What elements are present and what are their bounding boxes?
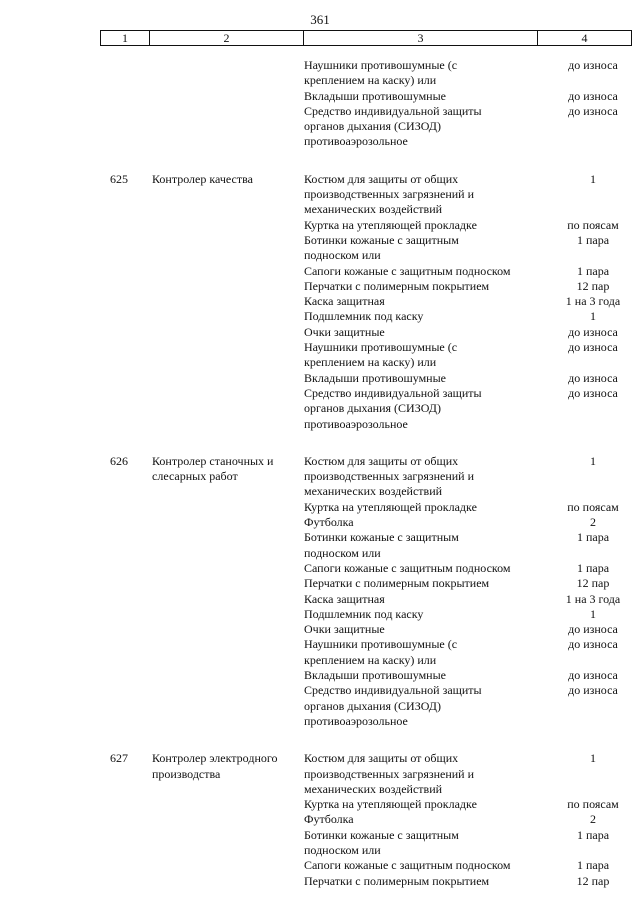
ppe-item-line: Наушники противошумные (с [304, 58, 458, 72]
header-col-4: 4 [581, 31, 588, 45]
ppe-quantity-spacer [548, 469, 638, 484]
ppe-quantity: 1 [590, 751, 596, 766]
ppe-item-line: креплением на каску) или [304, 355, 437, 370]
ppe-quantity-spacer [548, 401, 638, 416]
profession-line: Контролер электродного [152, 751, 278, 766]
ppe-quantity: до износа [568, 88, 618, 103]
ppe-quantity: до износа [568, 385, 618, 400]
ppe-items [304, 172, 544, 432]
ppe-item-line: Очки защитные [304, 622, 385, 637]
ppe-item-line: органов дыхания (СИЗОД) [304, 698, 441, 713]
ppe-quantity: 1 пара [576, 263, 610, 278]
ppe-item-line: Ботинки кожаные с защитным [304, 232, 459, 247]
ppe-item-line: производственных загрязнений и [304, 766, 475, 781]
ppe-item-line: производственных загрязнений и [304, 469, 475, 484]
ppe-quantity-spacer [548, 119, 638, 134]
ppe-quantity: 12 пар [576, 576, 610, 591]
ppe-quantity: 1 [590, 171, 596, 186]
ppe-quantities [548, 172, 638, 432]
ppe-item-line: Ботинки кожаные с защитным [304, 827, 459, 842]
profession-name [152, 751, 300, 782]
ppe-items [304, 58, 544, 150]
ppe-item-line: механических воздействий [304, 781, 443, 796]
row-number: 626 [110, 453, 128, 468]
ppe-quantity: 1 пара [576, 827, 610, 842]
ppe-quantity: до износа [568, 683, 618, 698]
profession-name [152, 172, 300, 187]
ppe-quantity: 1 [590, 309, 596, 324]
ppe-item-line: органов дыхания (СИЗОД) [304, 401, 441, 416]
table-row [0, 172, 640, 454]
ppe-quantity-spacer [548, 248, 638, 263]
ppe-item-line: Костюм для защиты от общих [304, 453, 459, 468]
ppe-item-line: Футболка [304, 812, 354, 827]
ppe-quantity-spacer [548, 653, 638, 668]
profession-line: производства [152, 766, 221, 781]
ppe-quantity: до износа [568, 340, 618, 355]
ppe-item-line: Каска защитная [304, 591, 385, 606]
ppe-quantity-spacer [548, 202, 638, 217]
ppe-quantity: до износа [568, 324, 618, 339]
table-row [0, 751, 640, 889]
ppe-item-line: подноском или [304, 843, 381, 858]
ppe-item-line: креплением на каску) или [304, 73, 437, 88]
ppe-quantity-spacer [548, 546, 638, 561]
table-body [0, 58, 640, 889]
ppe-item-line: Сапоги кожаные с защитным подноском [304, 560, 511, 575]
ppe-quantity-spacer [548, 484, 638, 499]
ppe-item-line: Средство индивидуальной защиты [304, 385, 482, 400]
ppe-item-line: Перчатки с полимерным покрытием [304, 576, 490, 591]
ppe-quantity: до износа [568, 103, 618, 118]
ppe-quantity-spacer [548, 73, 638, 88]
ppe-item-line: Средство индивидуальной защиты [304, 683, 482, 698]
ppe-items [304, 751, 544, 889]
ppe-quantity-spacer [548, 699, 638, 714]
ppe-item-line: механических воздействий [304, 202, 443, 217]
ppe-quantity-spacer [548, 355, 638, 370]
ppe-quantity: 1 пара [576, 560, 610, 575]
ppe-item-line: противоаэрозольное [304, 134, 408, 149]
ppe-item-line: Каска защитная [304, 294, 385, 309]
ppe-quantity-spacer [548, 417, 638, 432]
ppe-quantity: до износа [568, 622, 618, 637]
ppe-item-line: Вкладыши противошумные [304, 88, 446, 103]
ppe-item-line: подноском или [304, 248, 381, 263]
ppe-quantity-spacer [548, 187, 638, 202]
header-col-2: 2 [150, 31, 304, 45]
row-number: 625 [110, 171, 128, 186]
ppe-item-line: Вкладыши противошумные [304, 370, 446, 385]
ppe-items [304, 454, 544, 729]
ppe-item-line: Футболка [304, 515, 354, 530]
table-row [0, 454, 640, 751]
ppe-quantity-spacer [548, 782, 638, 797]
table-row [0, 58, 640, 172]
ppe-item-line: Наушники противошумные (с [304, 637, 458, 652]
ppe-item-line: механических воздействий [304, 484, 443, 499]
ppe-item-line: Костюм для защиты от общих [304, 171, 459, 186]
ppe-item-line: Куртка на утепляющей прокладке [304, 797, 477, 812]
ppe-quantity-spacer [548, 714, 638, 729]
ppe-item-line: Куртка на утепляющей прокладке [304, 499, 477, 514]
ppe-item-line: противоаэрозольное [304, 416, 408, 431]
ppe-quantity: 12 пар [576, 873, 610, 888]
ppe-quantity: до износа [568, 58, 618, 72]
ppe-item-line: противоаэрозольное [304, 713, 408, 728]
ppe-item-line: Куртка на утепляющей прокладке [304, 217, 477, 232]
ppe-item-line: Наушники противошумные (с [304, 340, 458, 355]
ppe-quantity: по поясам [567, 797, 619, 812]
profession-name [152, 454, 300, 485]
ppe-quantity: 1 [590, 606, 596, 621]
ppe-quantity: 1 пара [576, 530, 610, 545]
ppe-item-line: производственных загрязнений и [304, 187, 475, 202]
ppe-item-line: Перчатки с полимерным покрытием [304, 278, 490, 293]
ppe-quantity: до износа [568, 370, 618, 385]
ppe-quantity-spacer [548, 843, 638, 858]
ppe-item-line: Костюм для защиты от общих [304, 751, 459, 766]
ppe-item-line: Очки защитные [304, 324, 385, 339]
header-col-1: 1 [101, 31, 150, 45]
ppe-quantity-spacer [548, 767, 638, 782]
ppe-quantity: 2 [590, 515, 596, 530]
ppe-quantity: по поясам [567, 217, 619, 232]
profession-line: слесарных работ [152, 469, 238, 484]
ppe-quantities [548, 454, 638, 729]
ppe-quantity: 1 пара [576, 232, 610, 247]
header-col-3: 3 [304, 31, 538, 45]
ppe-quantity: 1 пара [576, 858, 610, 873]
ppe-quantity: по поясам [567, 499, 619, 514]
ppe-quantity: 1 [590, 453, 596, 468]
ppe-quantity: 12 пар [576, 278, 610, 293]
ppe-quantity: 2 [590, 812, 596, 827]
ppe-quantity: 1 на 3 года [565, 591, 621, 606]
ppe-quantities [548, 58, 638, 150]
ppe-item-line: Подшлемник под каску [304, 606, 424, 621]
ppe-quantity: до износа [568, 637, 618, 652]
ppe-item-line: креплением на каску) или [304, 652, 437, 667]
ppe-item-line: Перчатки с полимерным покрытием [304, 873, 490, 888]
ppe-quantity: до износа [568, 668, 618, 683]
ppe-item-line: Сапоги кожаные с защитным подноском [304, 858, 511, 873]
ppe-quantity: 1 на 3 года [565, 294, 621, 309]
ppe-quantities [548, 751, 638, 889]
ppe-item-line: Сапоги кожаные с защитным подноском [304, 263, 511, 278]
page-number: 361 [310, 12, 330, 27]
ppe-item-line: подноском или [304, 545, 381, 560]
table-header [100, 30, 632, 46]
profession-line: Контролер качества [152, 171, 253, 186]
row-number: 627 [110, 751, 128, 766]
ppe-item-line: Ботинки кожаные с защитным [304, 530, 459, 545]
ppe-item-line: Средство индивидуальной защиты [304, 103, 482, 118]
ppe-quantity-spacer [548, 134, 638, 149]
profession-line: Контролер станочных и [152, 453, 274, 468]
ppe-item-line: Вкладыши противошумные [304, 668, 446, 683]
ppe-item-line: Подшлемник под каску [304, 309, 424, 324]
ppe-item-line: органов дыхания (СИЗОД) [304, 119, 441, 134]
